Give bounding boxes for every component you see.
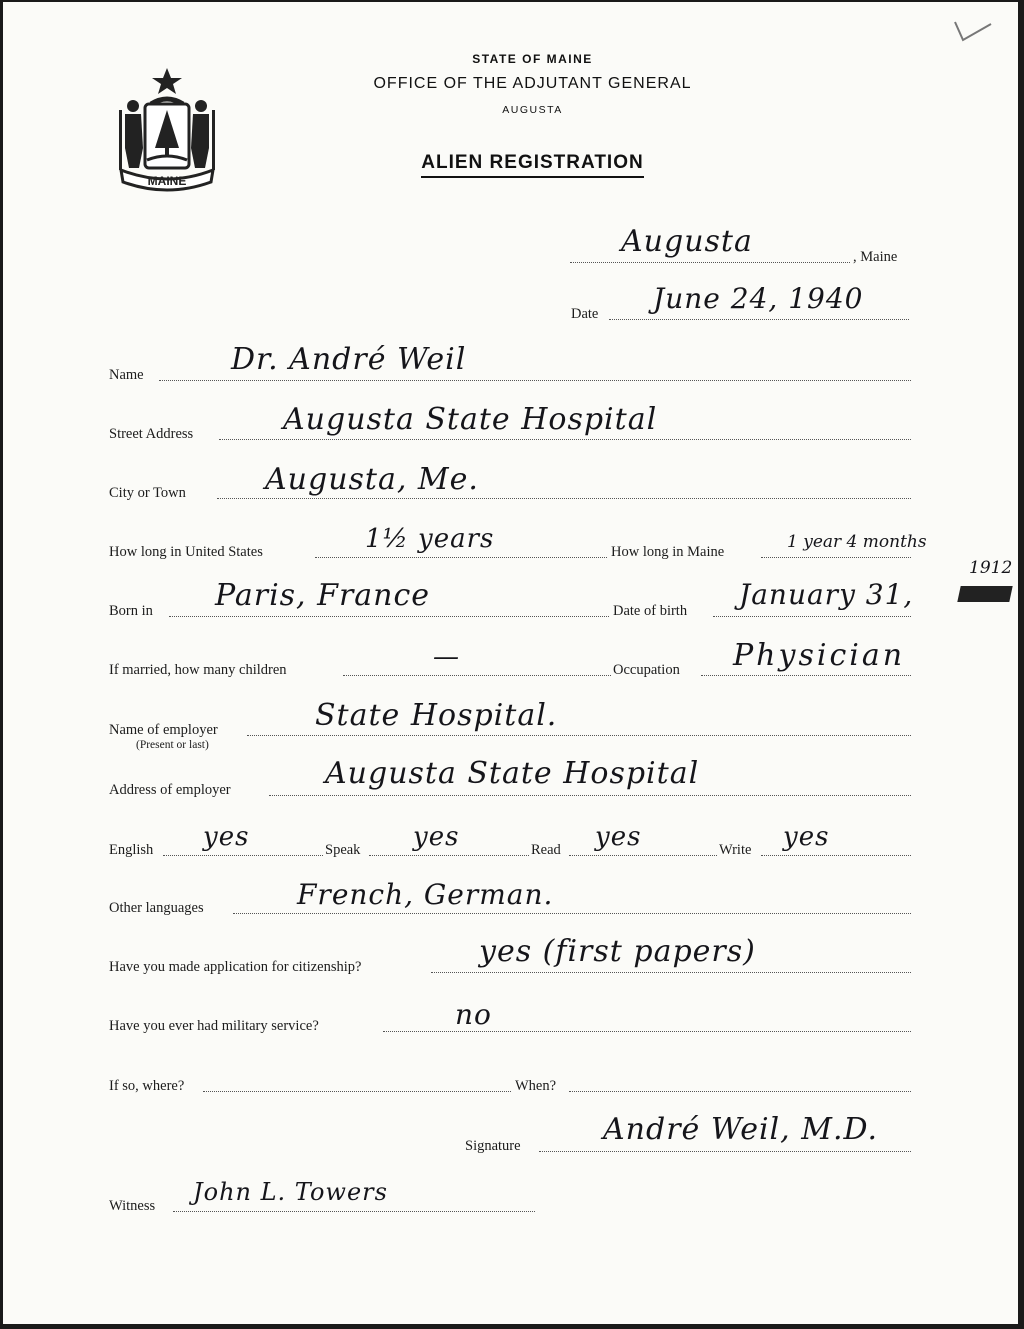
name-value: Dr. André Weil	[231, 342, 467, 377]
how-long-maine-label: How long in Maine	[611, 544, 725, 560]
street-line	[219, 439, 911, 440]
how-long-us-value: 1½ years	[365, 524, 495, 554]
date-of-birth-value: January 31,	[739, 578, 914, 611]
form-title-text: ALIEN REGISTRATION	[421, 152, 643, 178]
witness-label: Witness	[109, 1198, 156, 1214]
form-title	[25, 152, 1024, 174]
where-line	[203, 1091, 511, 1092]
born-in-label: Born in	[109, 603, 153, 619]
witness-line	[173, 1211, 535, 1212]
employer-address-line	[269, 795, 911, 796]
state-heading: STATE OF MAINE	[472, 52, 593, 66]
city-label: City or Town	[109, 485, 186, 501]
name-line	[159, 380, 911, 381]
where-label: If so, where?	[109, 1078, 185, 1094]
speak-value: yes	[413, 822, 460, 852]
read-line	[569, 855, 717, 856]
city-value: Augusta, Me.	[265, 462, 479, 497]
write-label: Write	[719, 842, 752, 858]
children-line	[343, 675, 611, 676]
other-languages-line	[233, 913, 911, 914]
employer-note: (Present or last)	[136, 739, 209, 751]
employer-label: Name of employer	[109, 722, 218, 738]
children-label: If married, how many children	[109, 662, 287, 678]
write-value: yes	[783, 822, 830, 852]
occupation-line	[701, 675, 911, 676]
employer-value: State Hospital.	[315, 698, 558, 733]
speak-label: Speak	[325, 842, 361, 858]
registration-form	[3, 2, 1018, 1324]
english-value: yes	[203, 822, 250, 852]
born-in-value: Paris, France	[215, 578, 431, 613]
maine-label: , Maine	[853, 249, 898, 265]
street-value: Augusta State Hospital	[283, 402, 658, 437]
born-in-line	[169, 616, 609, 617]
when-label: When?	[515, 1078, 557, 1094]
checkmark-icon	[951, 10, 1011, 50]
witness-value: John L. Towers	[193, 1178, 388, 1206]
speak-line	[369, 855, 529, 856]
employer-line	[247, 735, 911, 736]
other-languages-value: French, German.	[297, 878, 554, 911]
how-long-maine-value: 1 year 4 months	[787, 532, 927, 552]
place-value: Augusta	[621, 224, 753, 259]
when-line	[569, 1091, 911, 1092]
citizenship-label: Have you made application for citizenship?	[109, 959, 362, 975]
occupation-value: Physician	[733, 638, 906, 673]
children-value: —	[433, 642, 460, 672]
english-line	[163, 855, 323, 856]
city-line	[217, 498, 911, 499]
signature-line	[539, 1151, 911, 1152]
date-value: June 24, 1940	[653, 282, 864, 315]
signature-value: André Weil, M.D.	[603, 1112, 878, 1147]
date-line	[609, 319, 909, 320]
military-line	[383, 1031, 911, 1032]
english-label: English	[109, 842, 154, 858]
signature-label: Signature	[465, 1138, 521, 1154]
city-heading: AUGUSTA	[502, 104, 563, 116]
strikeout-mark	[957, 586, 1012, 602]
employer-address-value: Augusta State Hospital	[325, 756, 700, 791]
birth-year-value: 1912	[969, 558, 1013, 578]
read-value: yes	[595, 822, 642, 852]
citizenship-line	[431, 972, 911, 973]
other-languages-label: Other languages	[109, 900, 204, 916]
military-value: no	[455, 998, 492, 1031]
street-label: Street Address	[109, 426, 194, 442]
date-of-birth-line	[713, 616, 911, 617]
place-line	[570, 262, 850, 263]
write-line	[761, 855, 911, 856]
name-label: Name	[109, 367, 144, 383]
how-long-us-label: How long in United States	[109, 544, 263, 560]
read-label: Read	[531, 842, 561, 858]
occupation-label: Occupation	[613, 662, 680, 678]
office-heading: OFFICE OF THE ADJUTANT GENERAL	[373, 75, 692, 92]
citizenship-value: yes (first papers)	[479, 934, 756, 969]
date-label: Date	[571, 306, 599, 322]
how-long-maine-line	[761, 557, 911, 558]
seal-label: MAINE	[147, 174, 187, 188]
how-long-us-line	[315, 557, 607, 558]
date-of-birth-label: Date of birth	[613, 603, 688, 619]
employer-address-label: Address of employer	[109, 782, 231, 798]
military-label: Have you ever had military service?	[109, 1018, 319, 1034]
